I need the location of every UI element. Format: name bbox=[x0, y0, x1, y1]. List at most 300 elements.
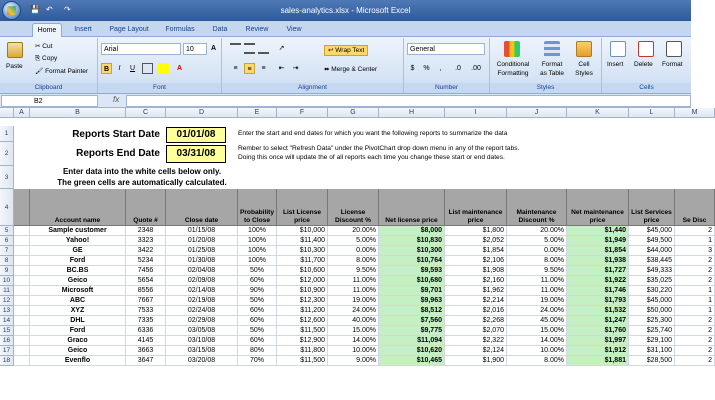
table-cell[interactable]: $11,400 bbox=[277, 236, 328, 246]
table-cell[interactable]: Yahoo! bbox=[30, 236, 126, 246]
formula-bar bbox=[0, 94, 691, 108]
bottom-align-icon[interactable] bbox=[258, 43, 269, 54]
undo-icon[interactable]: ↶ bbox=[46, 5, 53, 14]
table-cell[interactable]: $1,247 bbox=[567, 316, 629, 326]
cell-styles-button[interactable]: Cell Styles bbox=[575, 61, 593, 77]
table-cell[interactable]: $1,746 bbox=[567, 286, 629, 296]
format-as-table-icon[interactable] bbox=[544, 41, 560, 57]
copy-button[interactable]: ⎘ Copy bbox=[35, 55, 58, 62]
column-title-3: Close date bbox=[166, 189, 238, 226]
paste-icon[interactable] bbox=[7, 42, 23, 58]
row-cell-a[interactable] bbox=[14, 356, 30, 366]
table-cell[interactable]: $12,900 bbox=[277, 336, 328, 346]
table-cell[interactable]: GE bbox=[30, 246, 126, 256]
styles-group bbox=[490, 38, 602, 93]
table-cell[interactable]: 11.00% bbox=[328, 286, 379, 296]
tab-home[interactable]: Home bbox=[32, 23, 62, 37]
table-cell[interactable]: 02/29/08 bbox=[166, 316, 238, 326]
row-cell-a[interactable] bbox=[14, 256, 30, 266]
table-cell[interactable]: Geico bbox=[30, 346, 126, 356]
reports-start-date-input[interactable]: 01/01/08 bbox=[166, 127, 226, 143]
table-cell[interactable]: $9,963 bbox=[379, 296, 445, 306]
table-cell[interactable]: $1,908 bbox=[445, 266, 507, 276]
table-cell[interactable]: 4145 bbox=[126, 336, 166, 346]
styles-group-label: Styles bbox=[490, 83, 601, 92]
table-cell[interactable]: XYZ bbox=[30, 306, 126, 316]
table-cell[interactable]: $29,100 bbox=[629, 336, 675, 346]
table-cell[interactable]: 02/19/08 bbox=[166, 296, 238, 306]
table-cell[interactable]: 90% bbox=[238, 286, 277, 296]
table-cell[interactable]: $2,124 bbox=[445, 346, 507, 356]
table-cell[interactable]: $1,949 bbox=[567, 236, 629, 246]
font-color-icon[interactable]: A bbox=[176, 65, 183, 72]
table-cell[interactable]: $49,500 bbox=[629, 236, 675, 246]
redo-icon[interactable]: ↷ bbox=[64, 5, 71, 14]
table-cell[interactable]: $1,854 bbox=[445, 246, 507, 256]
table-cell[interactable]: $11,500 bbox=[277, 326, 328, 336]
column-title-11: List Services price bbox=[629, 189, 675, 226]
cut-button[interactable]: ✂ Cut bbox=[35, 43, 53, 50]
paste-label[interactable]: Paste bbox=[6, 63, 23, 70]
row-cell-a[interactable] bbox=[14, 316, 30, 326]
table-cell[interactable]: $44,000 bbox=[629, 246, 675, 256]
table-cell[interactable]: $28,500 bbox=[629, 356, 675, 366]
align-center-icon[interactable]: ≡ bbox=[244, 63, 255, 74]
table-cell[interactable]: 10.00% bbox=[507, 346, 567, 356]
table-cell[interactable]: $31,100 bbox=[629, 346, 675, 356]
format-as-table-button[interactable]: Format as Table bbox=[539, 61, 565, 77]
row-header-8[interactable]: 8 bbox=[0, 256, 14, 266]
table-cell[interactable]: $45,000 bbox=[629, 296, 675, 306]
table-cell[interactable]: 1 bbox=[675, 306, 715, 316]
table-cell[interactable]: $1,922 bbox=[567, 276, 629, 286]
table-cell[interactable]: $1,854 bbox=[567, 246, 629, 256]
select-all-corner[interactable] bbox=[0, 108, 14, 118]
grow-font-icon[interactable]: A bbox=[210, 45, 217, 52]
underline-button[interactable]: U bbox=[129, 65, 136, 72]
worksheet-grid[interactable] bbox=[0, 108, 712, 400]
formula-input[interactable] bbox=[126, 95, 691, 107]
window-title: sales-analytics.xlsx - Microsoft Excel bbox=[280, 6, 411, 15]
table-cell[interactable]: 2 bbox=[675, 336, 715, 346]
tab-data[interactable]: Data bbox=[212, 26, 228, 33]
top-align-icon[interactable] bbox=[230, 43, 241, 54]
table-cell[interactable]: $45,000 bbox=[629, 226, 675, 236]
row-header-10[interactable]: 10 bbox=[0, 276, 14, 286]
table-cell[interactable]: $10,000 bbox=[277, 226, 328, 236]
merge-center-button[interactable]: ⬌ Merge & Center bbox=[324, 66, 378, 73]
table-cell[interactable]: $2,052 bbox=[445, 236, 507, 246]
table-cell[interactable]: $2,070 bbox=[445, 326, 507, 336]
table-cell[interactable]: 80% bbox=[238, 346, 277, 356]
table-cell[interactable]: $1,793 bbox=[567, 296, 629, 306]
row-header-7[interactable]: 7 bbox=[0, 246, 14, 256]
table-cell[interactable]: 2 bbox=[675, 316, 715, 326]
table-cell[interactable]: $35,025 bbox=[629, 276, 675, 286]
column-header-k[interactable]: K bbox=[567, 108, 629, 118]
column-header-i[interactable]: I bbox=[445, 108, 507, 118]
column-header-d[interactable]: D bbox=[166, 108, 238, 118]
increase-decimal-icon[interactable]: .0 bbox=[455, 65, 461, 72]
table-cell[interactable]: $30,220 bbox=[629, 286, 675, 296]
delete-cells-icon[interactable] bbox=[638, 41, 654, 57]
table-cell[interactable]: $49,333 bbox=[629, 266, 675, 276]
column-header-j[interactable]: J bbox=[507, 108, 567, 118]
table-cell[interactable]: 24.00% bbox=[507, 306, 567, 316]
table-cell[interactable]: 3422 bbox=[126, 246, 166, 256]
increase-indent-icon[interactable]: ⇥ bbox=[292, 65, 299, 72]
table-cell[interactable]: 100% bbox=[238, 226, 277, 236]
white-cells-note: Enter data into the white cells below only. bbox=[62, 167, 222, 176]
table-cell[interactable]: 11.00% bbox=[328, 276, 379, 286]
table-cell[interactable]: $2,016 bbox=[445, 306, 507, 316]
table-cell[interactable]: 7335 bbox=[126, 316, 166, 326]
font-name-select[interactable]: Arial bbox=[101, 43, 181, 55]
table-cell[interactable]: $2,160 bbox=[445, 276, 507, 286]
table-cell[interactable]: 11.00% bbox=[507, 286, 567, 296]
table-cell[interactable]: 20.00% bbox=[328, 226, 379, 236]
column-header-h[interactable]: H bbox=[379, 108, 445, 118]
table-cell[interactable]: Geico bbox=[30, 276, 126, 286]
table-cell[interactable]: 15.00% bbox=[507, 326, 567, 336]
cells-group-label: Cells bbox=[602, 83, 691, 92]
table-cell[interactable]: $50,000 bbox=[629, 306, 675, 316]
table-cell[interactable]: $12,000 bbox=[277, 276, 328, 286]
percent-icon[interactable]: % bbox=[423, 65, 430, 72]
table-cell[interactable]: $1,900 bbox=[445, 356, 507, 366]
row-header-2[interactable]: 2 bbox=[0, 142, 14, 166]
table-cell[interactable]: $1,800 bbox=[445, 226, 507, 236]
row-header-1[interactable]: 1 bbox=[0, 126, 14, 142]
table-cell[interactable]: $11,700 bbox=[277, 256, 328, 266]
table-cell[interactable]: 100% bbox=[238, 256, 277, 266]
table-cell[interactable]: 2 bbox=[675, 276, 715, 286]
row-header-11[interactable]: 11 bbox=[0, 286, 14, 296]
table-cell[interactable]: $9,775 bbox=[379, 326, 445, 336]
tab-page-layout[interactable]: Page Layout bbox=[109, 26, 149, 33]
clipboard-group bbox=[0, 38, 98, 93]
decrease-decimal-icon[interactable]: .00 bbox=[471, 65, 481, 72]
table-cell[interactable]: 24.00% bbox=[328, 306, 379, 316]
delete-cells-button[interactable]: Delete bbox=[634, 61, 653, 68]
table-cell[interactable]: 70% bbox=[238, 356, 277, 366]
format-cells-button[interactable]: Format bbox=[662, 61, 683, 68]
column-header-c[interactable]: C bbox=[126, 108, 166, 118]
column-header-a[interactable]: A bbox=[14, 108, 30, 118]
format-painter-button[interactable]: 🖌 Format Painter bbox=[35, 68, 89, 75]
cell-styles-icon[interactable] bbox=[576, 41, 592, 57]
table-cell[interactable]: 02/04/08 bbox=[166, 266, 238, 276]
ribbon bbox=[0, 37, 691, 94]
table-cell[interactable]: 20.00% bbox=[507, 226, 567, 236]
table-cell[interactable]: 19.00% bbox=[507, 296, 567, 306]
table-cell[interactable]: 50% bbox=[238, 266, 277, 276]
table-cell[interactable]: 03/15/08 bbox=[166, 346, 238, 356]
cells-group bbox=[602, 38, 691, 93]
row-cell-a[interactable] bbox=[14, 276, 30, 286]
table-cell[interactable]: $10,300 bbox=[379, 246, 445, 256]
wrap-text-button[interactable]: ↩ Wrap Text bbox=[324, 45, 368, 56]
column-title-blank bbox=[14, 189, 30, 226]
table-cell[interactable]: Sample customer bbox=[30, 226, 126, 236]
table-cell[interactable]: $7,560 bbox=[379, 316, 445, 326]
table-cell[interactable]: $2,214 bbox=[445, 296, 507, 306]
save-icon[interactable]: 💾 bbox=[30, 5, 40, 14]
column-header-l[interactable]: L bbox=[629, 108, 675, 118]
table-cell[interactable]: 2 bbox=[675, 356, 715, 366]
table-cell[interactable]: DHL bbox=[30, 316, 126, 326]
table-cell[interactable]: 8.00% bbox=[328, 256, 379, 266]
reports-end-date-input[interactable]: 03/31/08 bbox=[166, 145, 226, 163]
row-cell-a[interactable] bbox=[14, 246, 30, 256]
table-cell[interactable]: 1 bbox=[675, 236, 715, 246]
italic-button[interactable]: I bbox=[118, 65, 121, 72]
row-header-3[interactable]: 3 bbox=[0, 166, 14, 189]
table-cell[interactable]: 15.00% bbox=[328, 326, 379, 336]
table-cell[interactable]: 8556 bbox=[126, 286, 166, 296]
fx-icon[interactable]: fx bbox=[113, 95, 120, 104]
row-header-4[interactable]: 4 bbox=[0, 189, 14, 226]
row-header-6[interactable]: 6 bbox=[0, 236, 14, 246]
alignment-group-label: Alignment bbox=[222, 83, 403, 92]
table-cell[interactable]: $10,300 bbox=[277, 246, 328, 256]
table-cell[interactable]: $12,600 bbox=[277, 316, 328, 326]
row-cell-a[interactable] bbox=[14, 336, 30, 346]
table-cell[interactable]: 100% bbox=[238, 236, 277, 246]
table-cell[interactable]: 7456 bbox=[126, 266, 166, 276]
instructions-line-1: Enter the start and end dates for which you want the following reports to summarize the data bbox=[238, 130, 508, 137]
table-cell[interactable]: 9.50% bbox=[328, 266, 379, 276]
copy-icon: ⎘ bbox=[35, 55, 43, 62]
font-group-label: Font bbox=[98, 83, 221, 92]
table-cell[interactable]: 11.00% bbox=[507, 276, 567, 286]
table-cell[interactable]: 6336 bbox=[126, 326, 166, 336]
row-cell-a[interactable] bbox=[14, 346, 30, 356]
table-cell[interactable]: 0.00% bbox=[507, 246, 567, 256]
name-box[interactable]: B2 bbox=[1, 95, 98, 107]
table-cell[interactable]: 50% bbox=[238, 296, 277, 306]
row-cell-a[interactable] bbox=[14, 326, 30, 336]
column-header-f[interactable]: F bbox=[277, 108, 328, 118]
row-header-5[interactable]: 5 bbox=[0, 226, 14, 236]
table-cell[interactable]: 14.00% bbox=[507, 336, 567, 346]
table-cell[interactable]: $2,322 bbox=[445, 336, 507, 346]
column-header-e[interactable]: E bbox=[238, 108, 277, 118]
table-cell[interactable]: 100% bbox=[238, 246, 277, 256]
tab-view[interactable]: View bbox=[286, 26, 302, 33]
table-cell[interactable]: 14.00% bbox=[328, 336, 379, 346]
table-cell[interactable]: 03/10/08 bbox=[166, 336, 238, 346]
row-cell-a[interactable] bbox=[14, 266, 30, 276]
table-cell[interactable]: $10,620 bbox=[379, 346, 445, 356]
table-cell[interactable]: $11,094 bbox=[379, 336, 445, 346]
table-cell[interactable]: Ford bbox=[30, 326, 126, 336]
table-cell[interactable]: 2 bbox=[675, 326, 715, 336]
table-cell[interactable]: 03/20/08 bbox=[166, 356, 238, 366]
row-cell-a[interactable] bbox=[14, 236, 30, 246]
table-cell[interactable]: $10,600 bbox=[277, 266, 328, 276]
column-title-10: Net maintenance price bbox=[567, 189, 629, 226]
table-cell[interactable]: 5654 bbox=[126, 276, 166, 286]
table-cell[interactable]: Ford bbox=[30, 256, 126, 266]
row-cell-a[interactable] bbox=[14, 306, 30, 316]
table-cell[interactable]: $25,740 bbox=[629, 326, 675, 336]
table-cell[interactable]: 03/05/08 bbox=[166, 326, 238, 336]
table-cell[interactable]: Evenflo bbox=[30, 356, 126, 366]
table-cell[interactable]: 45.00% bbox=[507, 316, 567, 326]
table-cell[interactable]: $1,532 bbox=[567, 306, 629, 316]
table-cell[interactable]: 02/24/08 bbox=[166, 306, 238, 316]
column-title-4: Probability to Close bbox=[238, 189, 277, 226]
table-cell[interactable]: 60% bbox=[238, 306, 277, 316]
table-cell[interactable]: 01/25/08 bbox=[166, 246, 238, 256]
table-cell[interactable]: 2 bbox=[675, 346, 715, 356]
table-cell[interactable]: 8.00% bbox=[507, 256, 567, 266]
table-cell[interactable]: $10,465 bbox=[379, 356, 445, 366]
table-cell[interactable]: 5234 bbox=[126, 256, 166, 266]
insert-cells-button[interactable]: Insert bbox=[607, 61, 624, 68]
tab-insert[interactable]: Insert bbox=[74, 26, 92, 33]
table-cell[interactable]: 2 bbox=[675, 266, 715, 276]
table-cell[interactable]: $1,938 bbox=[567, 256, 629, 266]
table-cell[interactable]: 60% bbox=[238, 276, 277, 286]
currency-icon[interactable]: $ bbox=[410, 65, 415, 72]
table-cell[interactable]: $1,912 bbox=[567, 346, 629, 356]
column-header-m[interactable]: M bbox=[675, 108, 715, 118]
format-cells-icon[interactable] bbox=[666, 41, 682, 57]
table-cell[interactable]: 3 bbox=[675, 246, 715, 256]
row-header-9[interactable]: 9 bbox=[0, 266, 14, 276]
column-header-g[interactable]: G bbox=[328, 108, 379, 118]
table-cell[interactable]: 10.00% bbox=[328, 346, 379, 356]
table-cell[interactable]: 02/14/08 bbox=[166, 286, 238, 296]
table-cell[interactable]: $1,760 bbox=[567, 326, 629, 336]
align-left-icon[interactable]: ≡ bbox=[233, 65, 238, 72]
table-cell[interactable]: 40.00% bbox=[328, 316, 379, 326]
table-cell[interactable]: 5.00% bbox=[507, 236, 567, 246]
table-cell[interactable]: $10,900 bbox=[277, 286, 328, 296]
table-cell[interactable]: $9,593 bbox=[379, 266, 445, 276]
table-cell[interactable]: 01/30/08 bbox=[166, 256, 238, 266]
table-cell[interactable]: $11,800 bbox=[277, 346, 328, 356]
row-cell-a[interactable] bbox=[14, 286, 30, 296]
column-header-b[interactable]: B bbox=[30, 108, 126, 118]
table-cell[interactable]: $1,881 bbox=[567, 356, 629, 366]
table-cell[interactable]: Microsoft bbox=[30, 286, 126, 296]
column-title-7: Net license price bbox=[379, 189, 445, 226]
table-cell[interactable]: 2 bbox=[675, 226, 715, 236]
table-cell[interactable]: 7667 bbox=[126, 296, 166, 306]
column-title-2: Quote # bbox=[126, 189, 166, 226]
green-cells-note: The green cells are automatically calculated. bbox=[57, 178, 227, 187]
table-cell[interactable]: 2348 bbox=[126, 226, 166, 236]
table-cell[interactable]: $2,268 bbox=[445, 316, 507, 326]
table-cell[interactable]: $25,300 bbox=[629, 316, 675, 326]
table-cell[interactable]: 3323 bbox=[126, 236, 166, 246]
conditional-formatting-button[interactable]: Conditional Formatting bbox=[496, 61, 530, 77]
table-cell[interactable]: $12,300 bbox=[277, 296, 328, 306]
column-title-6: License Discount % bbox=[328, 189, 379, 226]
title-bar bbox=[0, 0, 691, 21]
table-cell[interactable]: Graco bbox=[30, 336, 126, 346]
insert-cells-icon[interactable] bbox=[610, 41, 626, 57]
table-cell[interactable]: 5.00% bbox=[328, 236, 379, 246]
row-header-18[interactable]: 18 bbox=[0, 356, 14, 366]
row-cell-a[interactable] bbox=[14, 226, 30, 236]
table-cell[interactable]: 8.00% bbox=[507, 356, 567, 366]
number-group bbox=[404, 38, 490, 93]
table-cell[interactable]: 7533 bbox=[126, 306, 166, 316]
table-cell[interactable]: $8,512 bbox=[379, 306, 445, 316]
table-cell[interactable]: 2 bbox=[675, 256, 715, 266]
table-cell[interactable]: BC.BS bbox=[30, 266, 126, 276]
row-header-12[interactable]: 12 bbox=[0, 296, 14, 306]
borders-icon[interactable] bbox=[142, 63, 153, 74]
table-cell[interactable]: 01/15/08 bbox=[166, 226, 238, 236]
table-cell[interactable]: $1,440 bbox=[567, 226, 629, 236]
row-header-13[interactable]: 13 bbox=[0, 306, 14, 316]
row-cell-a[interactable] bbox=[14, 296, 30, 306]
align-right-icon[interactable]: ≡ bbox=[261, 65, 266, 72]
row-header-16[interactable]: 16 bbox=[0, 336, 14, 346]
instructions-line-3: Doing this once will update the of all reports each time you change these start or end dates. bbox=[238, 154, 505, 161]
row-header-17[interactable]: 17 bbox=[0, 346, 14, 356]
table-cell[interactable]: $8,000 bbox=[379, 226, 445, 236]
table-cell[interactable]: $9,701 bbox=[379, 286, 445, 296]
font-size-select[interactable]: 10 bbox=[183, 43, 207, 55]
table-cell[interactable]: 0.00% bbox=[328, 246, 379, 256]
cut-icon: ✂ bbox=[35, 43, 43, 50]
table-cell[interactable]: 9.00% bbox=[328, 356, 379, 366]
middle-align-icon[interactable] bbox=[244, 43, 255, 54]
table-cell[interactable]: 01/20/08 bbox=[166, 236, 238, 246]
table-cell[interactable]: $10,830 bbox=[379, 236, 445, 246]
number-format-select[interactable]: General bbox=[407, 43, 485, 55]
conditional-formatting-icon[interactable] bbox=[504, 41, 520, 57]
table-cell[interactable]: 3647 bbox=[126, 356, 166, 366]
comma-icon[interactable]: , bbox=[439, 65, 442, 72]
tab-formulas[interactable]: Formulas bbox=[165, 26, 195, 33]
table-cell[interactable]: $11,200 bbox=[277, 306, 328, 316]
reports-start-label: Reports Start Date bbox=[72, 129, 160, 140]
bold-button[interactable]: B bbox=[101, 63, 112, 74]
table-cell[interactable]: $10,680 bbox=[379, 276, 445, 286]
table-cell[interactable]: $1,727 bbox=[567, 266, 629, 276]
orientation-icon[interactable]: ↗ bbox=[278, 45, 285, 52]
table-cell[interactable]: $2,106 bbox=[445, 256, 507, 266]
table-cell[interactable]: 50% bbox=[238, 326, 277, 336]
table-cell[interactable]: 9.50% bbox=[507, 266, 567, 276]
table-cell[interactable]: 1 bbox=[675, 286, 715, 296]
table-cell[interactable]: 1 bbox=[675, 296, 715, 306]
table-cell[interactable]: 60% bbox=[238, 316, 277, 326]
row-header-15[interactable]: 15 bbox=[0, 326, 14, 336]
table-cell[interactable]: 02/09/08 bbox=[166, 276, 238, 286]
table-cell[interactable]: ABC bbox=[30, 296, 126, 306]
table-cell[interactable]: 60% bbox=[238, 336, 277, 346]
decrease-indent-icon[interactable]: ⇤ bbox=[278, 65, 285, 72]
row-header-14[interactable]: 14 bbox=[0, 316, 14, 326]
table-cell[interactable]: $10,764 bbox=[379, 256, 445, 266]
table-cell[interactable]: 19.00% bbox=[328, 296, 379, 306]
table-cell[interactable]: $1,997 bbox=[567, 336, 629, 346]
table-cell[interactable]: $1,962 bbox=[445, 286, 507, 296]
tab-review[interactable]: Review bbox=[245, 26, 269, 33]
table-cell[interactable]: 3663 bbox=[126, 346, 166, 356]
fill-color-icon[interactable] bbox=[158, 63, 169, 74]
table-cell[interactable]: $38,445 bbox=[629, 256, 675, 266]
table-cell[interactable]: $11,500 bbox=[277, 356, 328, 366]
